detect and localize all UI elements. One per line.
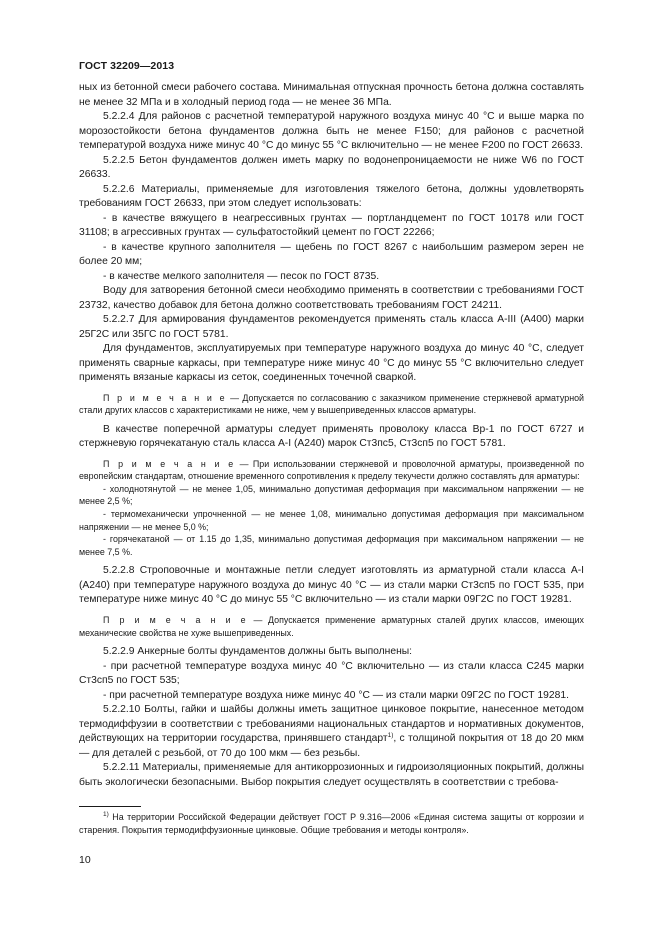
paragraph-water: Воду для затворения бетонной смеси необходимо применять в соответствии с требованиями ГОСТ 23732, качество добавок для бетона должно соответствовать требованиям ГОСТ 24211.	[79, 285, 584, 311]
list-item-binder: - в качестве вяжущего в неагрессивных грунтах — портландцемент по ГОСТ 10178 или ГОСТ 31108; в агрессивных грунтах — сульфатостойкий цемент по ГОСТ 22266;	[79, 212, 584, 238]
note-text: — Допускается по согласованию с заказчиком применение стержневой арматурной стали других классов с характеристиками не ниже, чем у вышеприведенных классов арматуры.	[79, 392, 585, 416]
footnote-marker: 1)	[103, 811, 109, 818]
paragraph-5-2-2-6: 5.2.2.6 Материалы, применяемые для изготовления тяжелого бетона, должны удовлетворять требованиям ГОСТ 26633, при этом следует использовать:	[79, 183, 584, 209]
paragraph-5-2-2-11: 5.2.2.11 Материалы, применяемые для антикоррозионных и гидроизоляционных покрытий, должны быть экологически безопасными. Выбор покрытия следует осуществлять в соответствии с требова-	[79, 762, 584, 788]
list-item-coarse-aggregate: - в качестве крупного заполнителя — щебень по ГОСТ 8267 с наибольшим размером зерен не более 20 мм;	[79, 241, 584, 267]
paragraph-continuation: ных из бетонной смеси рабочего состава. Минимальная отпускная прочность бетона должна составлять не менее 32 МПа и в холодный период года — не менее 36 МПа.	[79, 82, 584, 108]
note-3	[79, 614, 584, 639]
document-body	[79, 81, 584, 790]
paragraph-5-2-2-4: 5.2.2.4 Для районов с расчетной температурой наружного воздуха минус 40 °С и выше марка по морозостойкости бетона фундаментов должна быть не менее F150; для районов с расчетной температурой воздуха ниже минус 40 °С до минус 55 °С включительно — не менее F200 по ГОСТ 26633.	[79, 111, 584, 151]
note-2-item: - холоднотянутой — не менее 1,05, минимально допустимая деформация при максимальном напряжении — не менее 2,5 %;	[79, 483, 584, 507]
page-number: 10	[79, 854, 91, 866]
paragraph-5-2-2-5: 5.2.2.5 Бетон фундаментов должен иметь марку по водонепроницаемости не ниже W6 по ГОСТ 26633.	[79, 154, 584, 180]
note-1	[79, 392, 584, 417]
paragraph-frames: Для фундаментов, эксплуатируемых при температуре наружного воздуха до минус 40 °С, следует применять сварные каркасы, при температуре ниже минус 40 °С до минус 55 °С включительно следует применять вязаные каркасы из сеток, соединенных точечной сваркой.	[79, 343, 584, 383]
note-2	[79, 458, 584, 483]
list-item-bolts-below-minus-40: - при расчетной температуре воздуха ниже минус 40 °С — из стали марки 09Г2С по ГОСТ 19281.	[103, 689, 569, 701]
paragraph-transverse-reinforcement: В качестве поперечной арматуры следует применять проволоку класса Вр-1 по ГОСТ 6727 и стержневую горячекатаную сталь класса A-I (A240) марок Ст3пс5, Ст3сп5 по ГОСТ 5781.	[79, 423, 584, 450]
note-label: П р и м е ч а н и е	[103, 458, 236, 469]
document-header: ГОСТ 32209—2013	[79, 60, 175, 72]
footnote-text: На территории Российской Федерации действует ГОСТ Р 9.316—2006 «Единая система защиты от коррозии и старения. Покрытия термодиффузионные цинковые. Общие требования и методы контроля».	[79, 812, 584, 835]
note-label: П р и м е ч а н и е	[103, 614, 248, 625]
note-label: П р и м е ч а н и е	[103, 392, 227, 403]
note-2-item: - горячекатаной — от 1.15 до 1,35, минимально допустимая деформация при максимальном напряжении — не менее 7,5 %.	[79, 534, 584, 557]
footnote-ref: 1)	[387, 732, 394, 740]
list-item-fine-aggregate: - в качестве мелкого заполнителя — песок по ГОСТ 8735.	[103, 270, 380, 282]
note-2-item: - термомеханически упрочненной — не менее 1,08, минимально допустимая деформация при максимальном напряжении — не менее 5,0 %;	[79, 509, 584, 532]
list-item-bolts-minus-40: - при расчетной температуре воздуха минус 40 °С включительно — из стали класса С245 марки Ст3сп5 по ГОСТ 535;	[79, 660, 584, 687]
paragraph-5-2-2-9: 5.2.2.9 Анкерные болты фундаментов должны быть выполнены:	[103, 646, 413, 658]
footnote	[79, 811, 584, 836]
paragraph-5-2-2-10: 5.2.2.10 Болты, гайки и шайбы должны иметь защитное цинковое покрытие, нанесенное методом термодиффузии в соответствии с требованиями национальных стандартов и нормативных документов, действующих на территории государства, принявшего стандарт$^{1)}$, с толщиной покрытия от 18 до 20 мкм — для деталей с резьбой, от 70 до 100 мкм — без резьбы.	[79, 704, 584, 759]
paragraph-5-2-2-8: 5.2.2.8 Строповочные и монтажные петли следует изготовлять из арматурной стали класса A-I (A240) при температуре наружного воздуха до минус 40 °С — из стали марки Ст3сп5 по ГОСТ 535, при температуре ниже минус 40 °С до минус 55 °С включительно — из стали марки 09Г2С по ГОСТ 19281.	[79, 565, 584, 606]
note-text: — При использовании стержневой и проволочной арматуры, произведенной по европейским стандартам, отношение временного сопротивления к пределу текучести должно составлять для арматуры:	[79, 458, 585, 482]
footnote-divider	[79, 806, 141, 807]
note-text: — Допускается применение арматурных сталей других классов, имеющих механические свойства не хуже вышеприведенных.	[79, 614, 584, 638]
paragraph-5-2-2-7: 5.2.2.7 Для армирования фундаментов рекомендуется применять сталь класса A-III (A400) марки 25Г2С или 35ГС по ГОСТ 5781.	[79, 314, 584, 340]
